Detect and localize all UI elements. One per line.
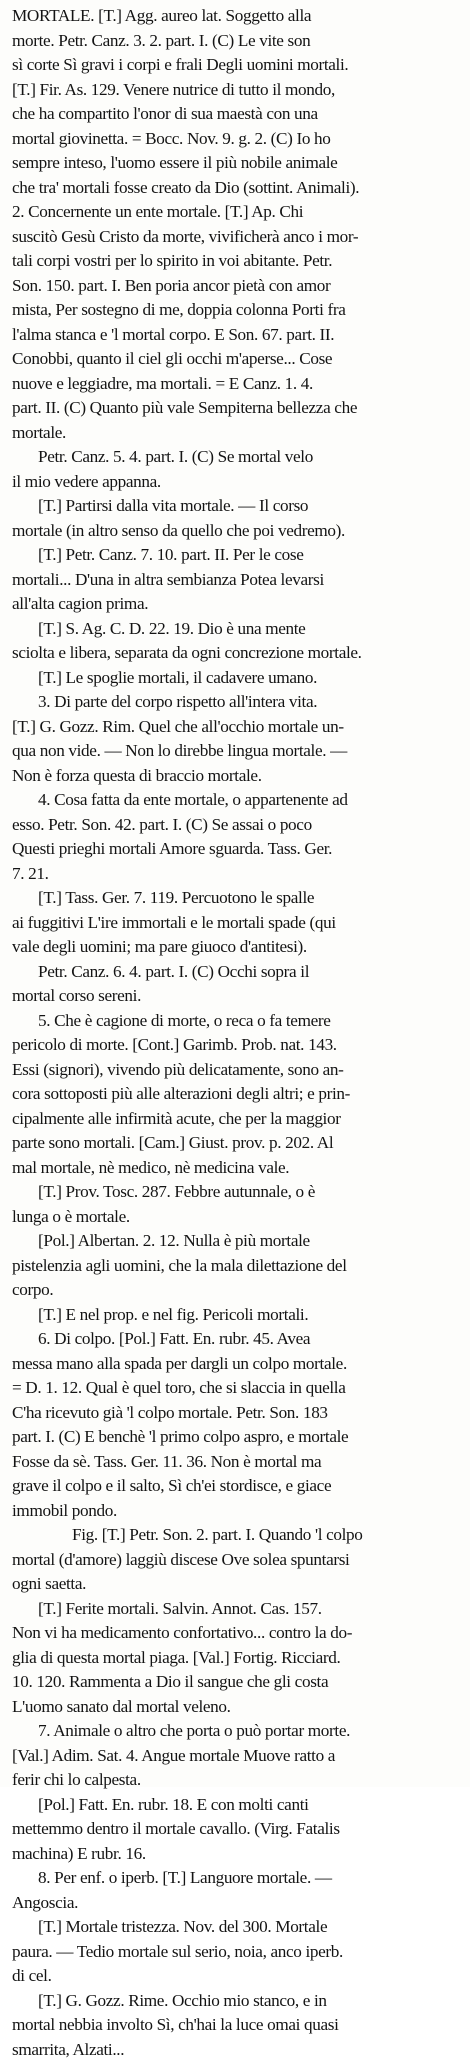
entry-text-line: pericolo di morte. [Cont.] Garimb. Prob. nat. 143. (12, 1033, 460, 1058)
entry-text-line: mortal corso sereni. (12, 984, 460, 1009)
entry-text-line: C'ha ricevuto già 'l colpo mortale. Petr. Son. 183 (12, 1401, 460, 1426)
entry-text-line: Fosse da sè. Tass. Ger. 11. 36. Non è mortal ma (12, 1450, 460, 1475)
entry-citation-fatt-en (12, 1793, 460, 1867)
entry-text-line: [Val.] Adim. Sat. 4. Angue mortale Muove ratto a (12, 1744, 460, 1769)
entry-text-line: part. I. (C) E benchè 'l primo colpo aspro, e mortale (12, 1425, 460, 1450)
entry-citation-tristezza (12, 1915, 460, 1989)
entry-text-line: paura. — Tedio mortale sul serio, noia, anco iperb. (12, 1940, 460, 1965)
entry-text-line: vale degli uomini; ma pare giuoco d'antitesi). (12, 935, 460, 960)
entry-text-line: 3. Di parte del corpo rispetto all'intera vita. (12, 690, 460, 715)
entry-text-line: machina) E rubr. 16. (12, 1842, 460, 1867)
entry-text-line: ai fuggitivi L'ire immortali e le mortali spade (qui (12, 911, 460, 936)
entry-text-line: all'alta cagion prima. (12, 592, 460, 617)
entry-citation-spoglie (12, 666, 460, 691)
entry-text-line: [T.] Ferite mortali. Salvin. Annot. Cas. 157. (12, 1597, 460, 1622)
entry-text-line: nuove e leggiadre, ma mortali. = E Canz. 1. 4. (12, 372, 460, 397)
entry-text-line: [T.] Tass. Ger. 7. 119. Percuotono le spalle (12, 886, 460, 911)
entry-text-line: [T.] G. Gozz. Rim. Quel che all'occhio mortale un- (12, 715, 460, 740)
entry-text-line: Petr. Canz. 5. 4. part. I. (C) Se mortal velo (12, 445, 460, 470)
entry-text-line: = D. 1. 12. Qual è quel toro, che si slaccia in quella (12, 1376, 460, 1401)
entry-text-line: [T.] E nel prop. e nel fig. Pericoli mortali. (12, 1303, 460, 1328)
entry-text-line: mortal nebbia involto Sì, ch'hai la luce omai quasi (12, 2013, 460, 2038)
entry-text-line: Petr. Canz. 6. 4. part. I. (C) Occhi sopra il (12, 960, 460, 985)
entry-text-line: 4. Cosa fatta da ente mortale, o appartenente ad (12, 788, 460, 813)
entry-citation-prov-tosc (12, 1180, 460, 1229)
entry-text-line: lunga o è mortale. (12, 1205, 460, 1230)
entry-text-line: morte. Petr. Canz. 3. 2. part. I. (C) Le vite son (12, 29, 460, 54)
entry-definition-2 (12, 200, 460, 445)
entry-citation-tass-ger (12, 886, 460, 960)
entry-text-line: parte sono mortali. [Cam.] Giust. prov. p. 202. Al (12, 1131, 460, 1156)
entry-text-line: tali corpi vostri per lo spirito in voi abitante. Petr. (12, 249, 460, 274)
entry-text-line: grave il colpo e il salto, Sì ch'ei stordisce, e giace (12, 1474, 460, 1499)
entry-text-line: smarrita, Alzati... (12, 2038, 460, 2062)
entry-text-line: ferir chi lo calpesta. (12, 1768, 460, 1793)
entry-text-line: mal mortale, nè medico, nè medicina vale. (12, 1156, 460, 1181)
entry-citation-cose-mortali (12, 543, 460, 617)
entry-text-line: sì corte Sì gravi i corpi e frali Degli uomini mortali. (12, 53, 460, 78)
entry-citation-gozz-rime (12, 1989, 460, 2062)
entry-text-line: Essi (signori), vivendo più delicatamente, sono an- (12, 1058, 460, 1083)
entry-text-line: il mio vedere appanna. (12, 470, 460, 495)
entry-text-line: 10. 120. Rammenta a Dio il sangue che gli costa (12, 1670, 460, 1695)
entry-text-line: Questi prieghi mortali Amore sguarda. Tass. Ger. (12, 837, 460, 862)
entry-text-line: cipalmente alle infirmità acute, che per la maggior (12, 1107, 460, 1132)
entry-text-line: 8. Per enf. o iperb. [T.] Languore mortale. — (12, 1866, 460, 1891)
entry-text-line: mortali... D'una in altra sembianza Potea levarsi (12, 568, 460, 593)
entry-text-line: ogni saetta. (12, 1572, 460, 1597)
entry-citation-occhi (12, 960, 460, 1009)
entry-text-line: che tra' mortali fosse creato da Dio (sottint. Animali). (12, 176, 460, 201)
entry-text-line: mista, Per sostegno di me, doppia colonna Porti fra (12, 298, 460, 323)
entry-text-line: 7. Animale o altro che porta o può portar morte. (12, 1719, 460, 1744)
entry-text-line: sciolta e libera, separata da ogni concrezione mortale. (12, 641, 460, 666)
entry-text-line: 6. Di colpo. [Pol.] Fatt. En. rubr. 45. Avea (12, 1327, 460, 1352)
entry-text-line: 2. Concernente un ente mortale. [T.] Ap. Chi (12, 200, 460, 225)
entry-text-line: che ha compartito l'onor di sua maestà con una (12, 102, 460, 127)
entry-citation-mente-sciolta (12, 617, 460, 666)
entry-citation-petr-canz (12, 445, 460, 494)
entry-text-line: sempre inteso, l'uomo essere il più nobile animale (12, 151, 460, 176)
entry-text-line: 5. Che è cagione di morte, o reca o fa temere (12, 1009, 460, 1034)
entry-text-line: Fig. [T.] Petr. Son. 2. part. I. Quando 'l colpo (12, 1523, 460, 1548)
entry-definition-4 (12, 788, 460, 886)
entry-citation-albertan (12, 1229, 460, 1303)
entry-text-line: [T.] Fir. As. 129. Venere nutrice di tutto il mondo, (12, 78, 460, 103)
entry-citation-vita-mortale (12, 494, 460, 543)
entry-citation-pericoli (12, 1303, 460, 1328)
entry-definition-6 (12, 1327, 460, 1523)
entry-text-line: pistelenzia agli uomini, che la mala dilettazione del (12, 1254, 460, 1279)
entry-definition-7 (12, 1719, 460, 1793)
entry-citation-ferite (12, 1597, 460, 1720)
entry-text-line: Non vi ha medicamento confortativo... contro la do- (12, 1621, 460, 1646)
entry-text-line: [T.] Partirsi dalla vita mortale. — Il corso (12, 494, 460, 519)
entry-text-line: L'uomo sanato dal mortal veleno. (12, 1695, 460, 1720)
entry-text-line: mortal (d'amore) laggiù discese Ove solea spuntarsi (12, 1548, 460, 1573)
entry-text-line: immobil pondo. (12, 1499, 460, 1524)
entry-text-line: Son. 150. part. I. Ben poria ancor pietà con amor (12, 274, 460, 299)
entry-text-line: part. II. (C) Quanto più vale Sempiterna bellezza che (12, 396, 460, 421)
entry-text-line: cora sottoposti più alle alterazioni degli altri; e prin- (12, 1082, 460, 1107)
entry-text-line: qua non vide. — Non lo direbbe lingua mortale. — (12, 739, 460, 764)
entry-text-line: Conobbi, quanto il ciel gli occhi m'aperse... Cose (12, 347, 460, 372)
entry-text-line: [T.] Prov. Tosc. 287. Febbre autunnale, o è (12, 1180, 460, 1205)
entry-text-line: esso. Petr. Son. 42. part. I. (C) Se assai o poco (12, 813, 460, 838)
entry-text-line: mortale. (12, 421, 460, 446)
entry-text-line: MORTALE. [T.] Agg. aureo lat. Soggetto alla (12, 4, 460, 29)
entry-text-line: [T.] Petr. Canz. 7. 10. part. II. Per le cose (12, 543, 460, 568)
entry-definition-3 (12, 690, 460, 788)
entry-text-line: [T.] Mortale tristezza. Nov. del 300. Mortale (12, 1915, 460, 1940)
entry-text-line: 7. 21. (12, 862, 460, 887)
entry-text-line: suscitò Gesù Cristo da morte, vivificherà anco i mor- (12, 225, 460, 250)
entry-text-line: [T.] S. Ag. C. D. 22. 19. Dio è una mente (12, 617, 460, 642)
entry-definition-8 (12, 1866, 460, 1915)
entry-text-line: [T.] G. Gozz. Rime. Occhio mio stanco, e in (12, 1989, 460, 2014)
entry-text-line: [T.] Le spoglie mortali, il cadavere umano. (12, 666, 460, 691)
entry-text-line: glia di questa mortal piaga. [Val.] Fortig. Ricciard. (12, 1646, 460, 1671)
entry-text-line: [Pol.] Fatt. En. rubr. 18. E con molti canti (12, 1793, 460, 1818)
entry-citation-fig (12, 1523, 460, 1597)
entry-text-line: corpo. (12, 1278, 460, 1303)
entry-text-line: [Pol.] Albertan. 2. 12. Nulla è più mortale (12, 1229, 460, 1254)
entry-text-line: l'alma stanca e 'l mortal corpo. E Son. 67. part. II. (12, 323, 460, 348)
entry-text-line: mettemmo dentro il mortale cavallo. (Virg. Fatalis (12, 1817, 460, 1842)
entry-text-line: Angoscia. (12, 1891, 460, 1916)
entry-text-line: mortale (in altro senso da quello che poi vedremo). (12, 519, 460, 544)
entry-definition-1 (12, 4, 460, 200)
entry-text-line: di cel. (12, 1964, 460, 1989)
entry-text-line: Non è forza questa di braccio mortale. (12, 764, 460, 789)
entry-text-line: mortal giovinetta. = Bocc. Nov. 9. g. 2. (C) Io ho (12, 127, 460, 152)
entry-text-line: messa mano alla spada per dargli un colpo mortale. (12, 1352, 460, 1377)
entry-definition-5 (12, 1009, 460, 1181)
